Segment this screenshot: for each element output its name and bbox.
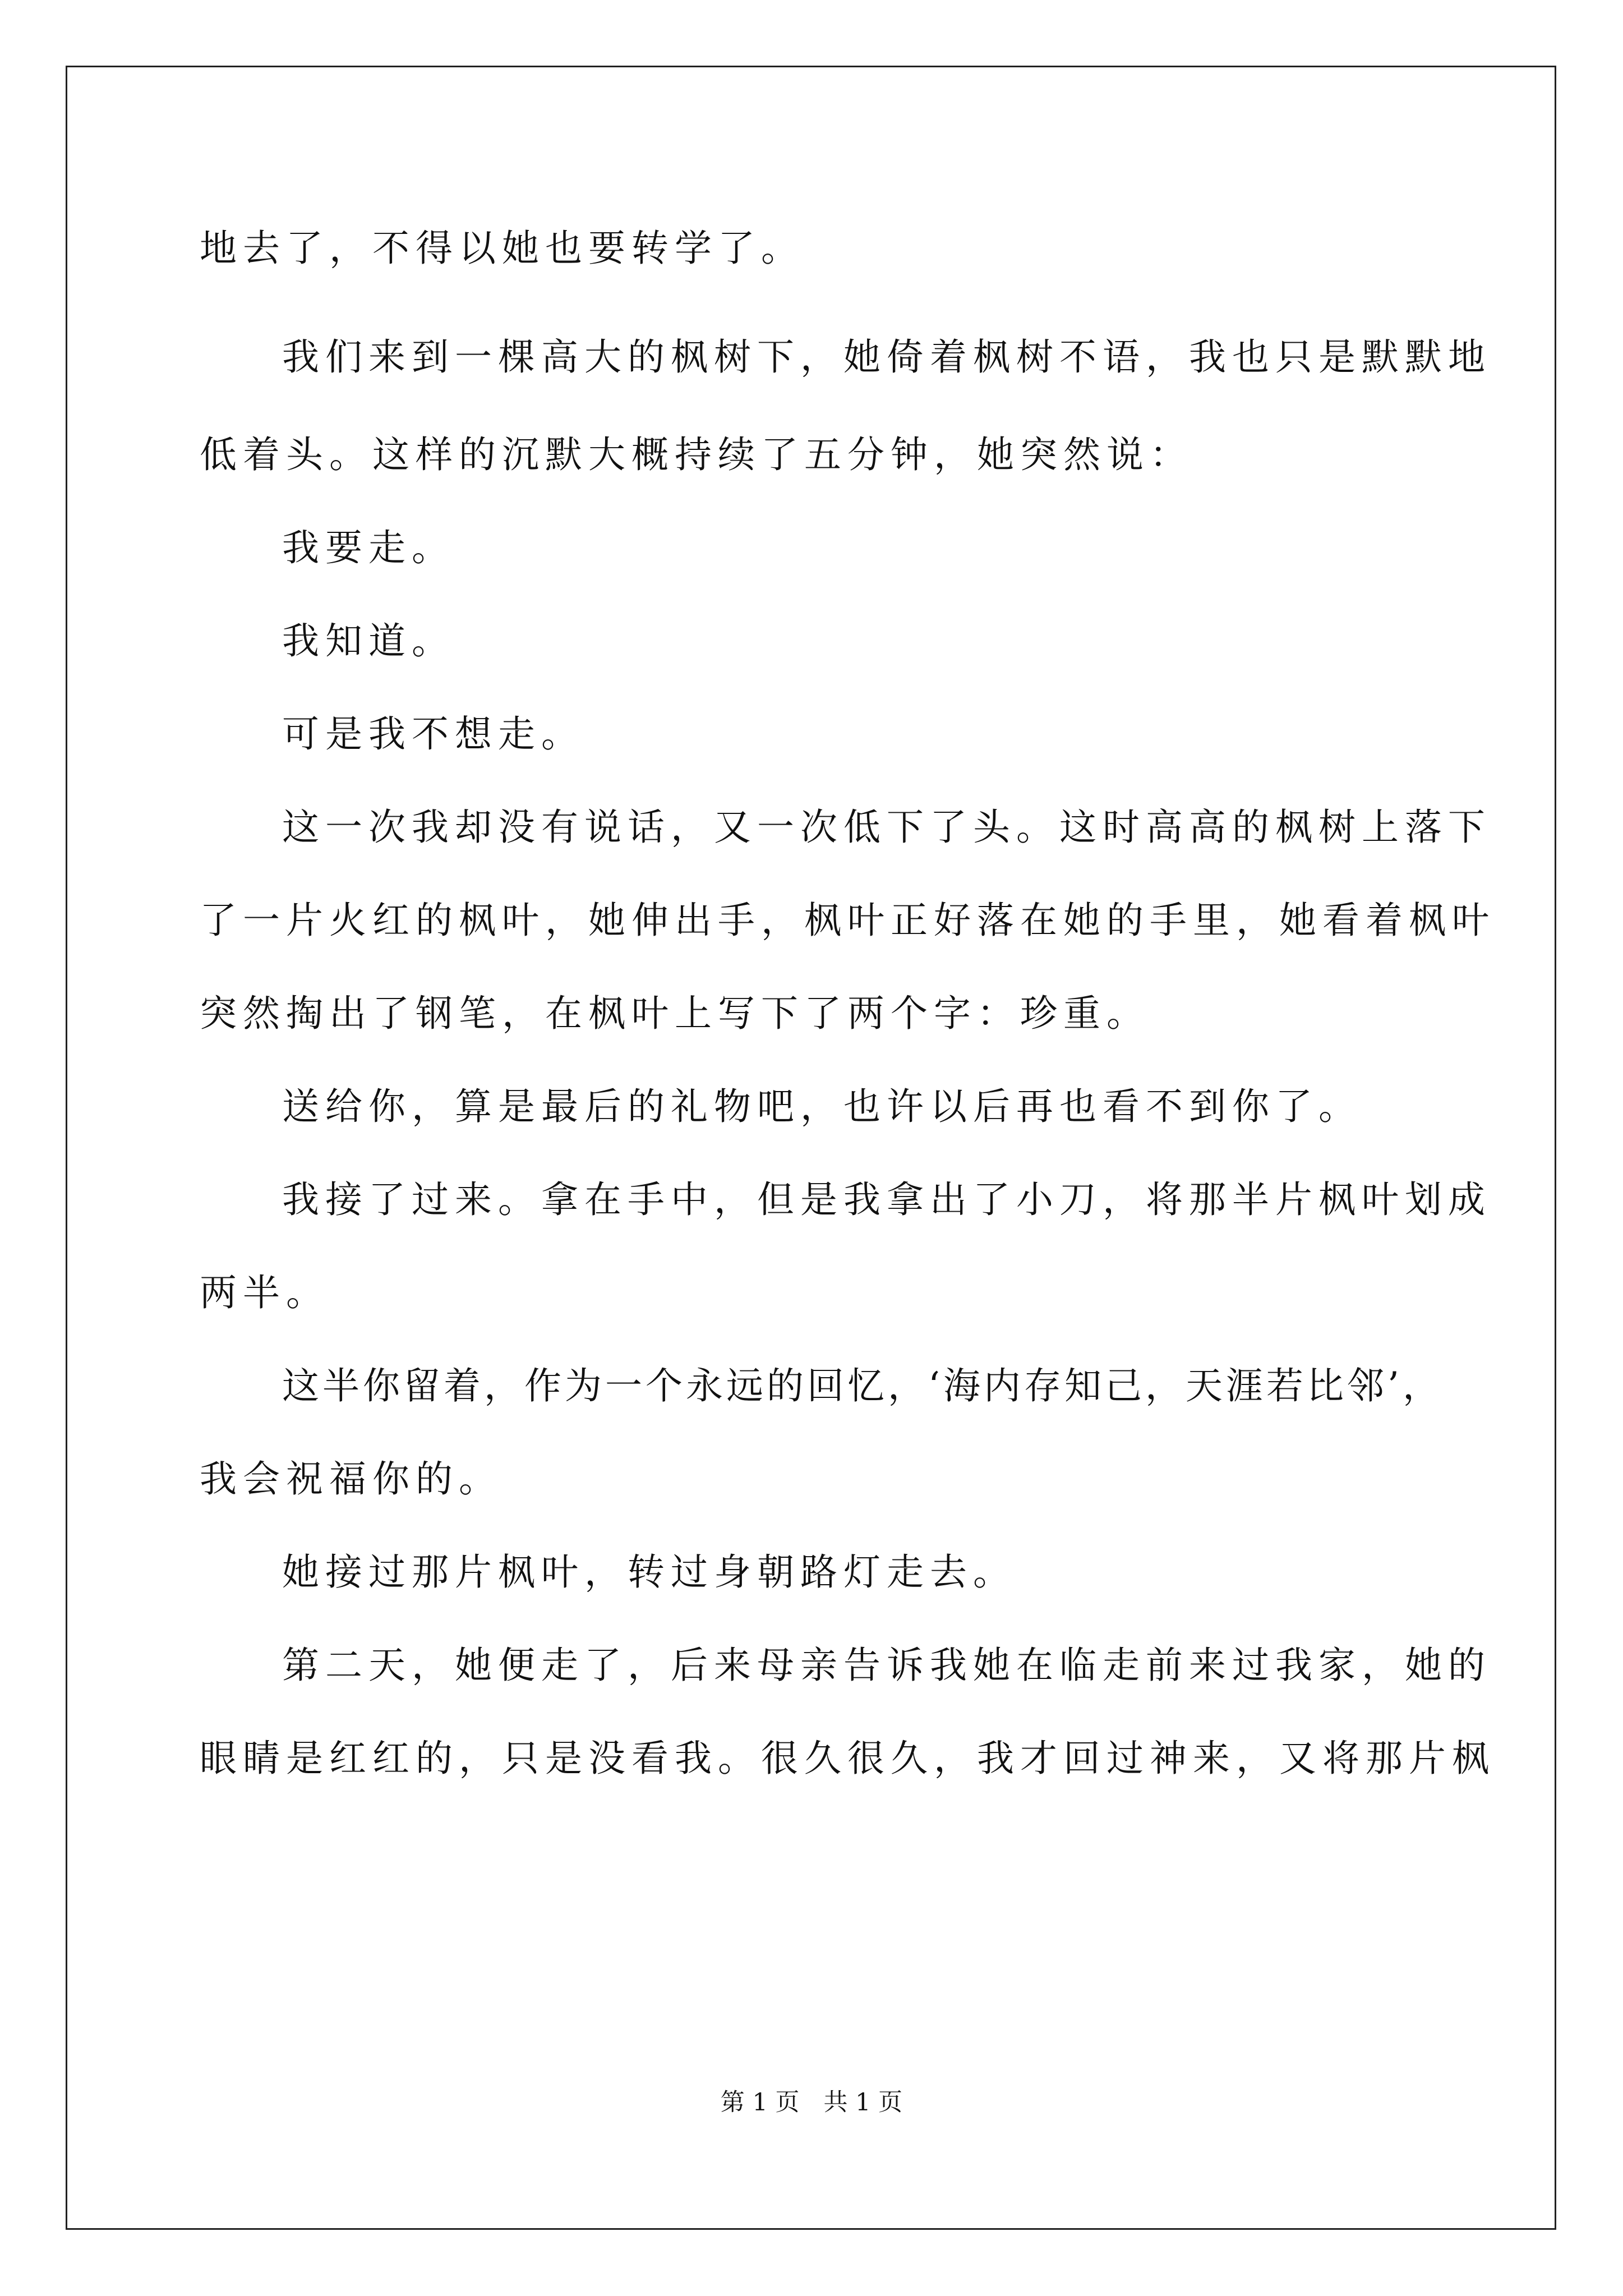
page-border	[66, 66, 1556, 2230]
page-number-footer: 第 1 页 共 1 页	[720, 2088, 903, 2116]
text-line: 可是我不想走。	[282, 712, 584, 756]
text-line: 送给你，算是最后的礼物吧，也许以后再也看不到你了。	[282, 1085, 1362, 1128]
text-line: 这半你留着，作为一个永远的回忆，‘海内存知己，天涯若比邻’，	[282, 1364, 1443, 1407]
text-line: 两半。	[200, 1271, 329, 1314]
text-line: 突然掏出了钢笔，在枫叶上写下了两个字：珍重。	[200, 992, 1150, 1035]
text-line: 我们来到一棵高大的枫树下，她倚着枫树不语，我也只是默默地	[282, 335, 1491, 379]
text-line: 这一次我却没有说话，又一次低下了头。这时高高的枫树上落下	[282, 806, 1491, 849]
text-line: 了一片火红的枫叶，她伸出手，枫叶正好落在她的手里，她看着枫叶	[200, 899, 1495, 942]
text-line: 眼睛是红红的，只是没看我。很久很久，我才回过神来，又将那片枫	[200, 1737, 1495, 1780]
text-line: 地去了，不得以她也要转学了。	[200, 227, 804, 270]
text-line: 我接了过来。拿在手中，但是我拿出了小刀，将那半片枫叶划成	[282, 1178, 1491, 1221]
text-line: 我要走。	[282, 526, 455, 569]
text-line: 我会祝福你的。	[200, 1457, 502, 1501]
text-line: 她接过那片枫叶，转过身朝路灯走去。	[282, 1550, 1016, 1594]
text-line: 第二天，她便走了，后来母亲告诉我她在临走前来过我家，她的	[282, 1644, 1491, 1687]
text-line: 我知道。	[282, 619, 455, 662]
text-line: 低着头。这样的沉默大概持续了五分钟，她突然说：	[200, 433, 1193, 476]
